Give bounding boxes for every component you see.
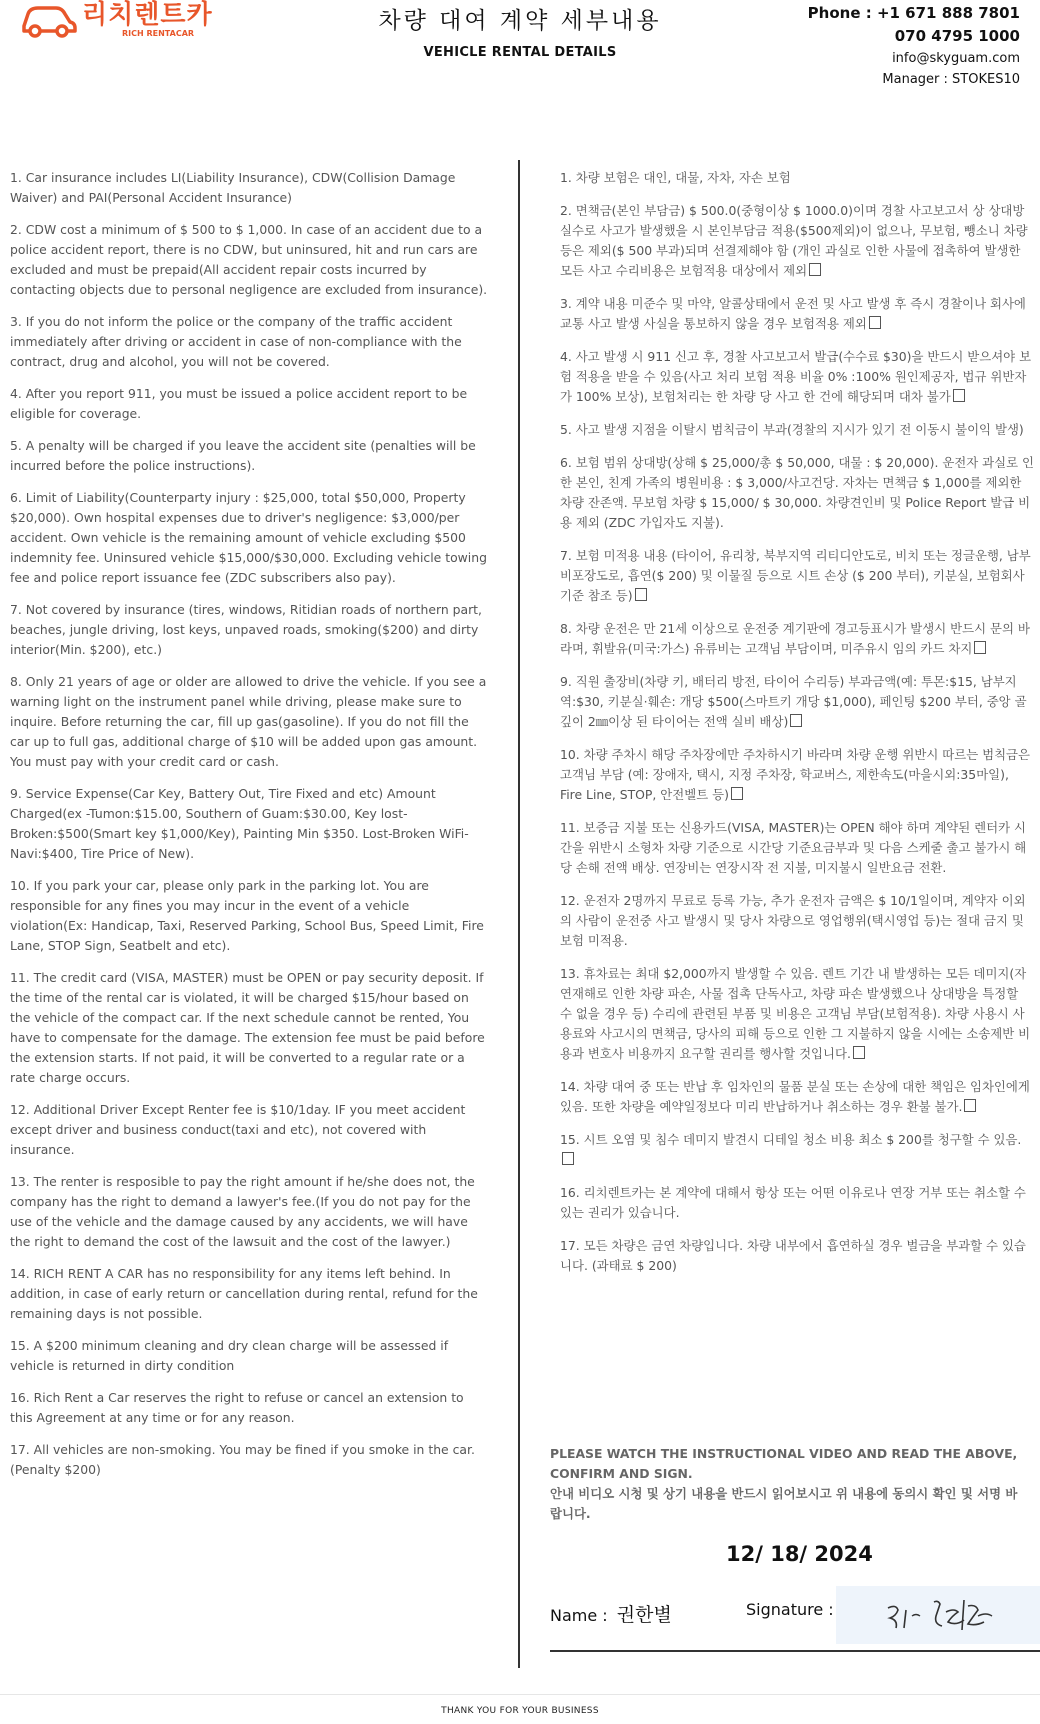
term-en-2: 2. CDW cost a minimum of $ 500 to $ 1,000. In case of an accident due to a police accident report, there is no CDW, but uninsured, hit and run cars are excluded and must be prepaid(All accident repair costs incurred by contacting objects due to personal negligence are excluded from insurance). [10,222,488,297]
agree-checkbox-10[interactable] [731,787,743,800]
manager-name: Manager : STOKES10 [882,72,1020,87]
term-en-14: 14. RICH RENT A CAR has no responsibility for any items left behind. In addition, in case of early return or cancellation during rental, refund for the remaining days is not possible. [10,1266,478,1321]
term-ko-6 [560,453,1034,533]
title-block [360,0,680,60]
agree-checkbox-9[interactable] [790,714,802,727]
term-ko-5 [560,420,1034,440]
term-en-13: 13. The renter is resposible to pay the right amount if he/she does not, the company has the right to demand a lawyer's fee.(If you do not pay for the use of the vehicle and the damage caused by any accidents, we will have the right to demand the cost of the lawsuit and the cost of the lawyer.) [10,1174,475,1249]
term-ko-5-text: 5. 사고 발생 지점을 이탈시 범칙금이 부과(경찰의 지시가 있기 전 이동시 불이익 발생) [560,422,1024,437]
agree-checkbox-4[interactable] [953,389,965,402]
term-ko-4-text: 4. 사고 발생 시 911 신고 후, 경찰 사고보고서 발급(수수료 $30)을 반드시 받으셔야 보험 적용을 받을 수 있음(사고 처리 보험 적용 비율 0% :100% 원인제공자, 법규 위반자가 100% 보상), 보험처리는 한 차량 당 사고 한 건에 해당되며 대차 불가 [560,349,1032,404]
term-ko-17 [560,1236,1034,1276]
page-title-english: VEHICLE RENTAL DETAILS [423,45,617,60]
term-ko-6-text: 6. 보험 범위 상대방(상해 $ 25,000/총 $ 50,000, 대물 : $ 20,000). 운전자 과실로 인한 본인, 친계 가족의 병원비용 : $ 3,000/사고건당. 자차는 면책금 $ 1,000를 제외한 차량 잔존액. 무보험 차량 $ 15,000/ $ 30,000. 차량견인비 및 Police Report 발급 비용 제외 (ZDC 가입자도 지불). [560,455,1034,530]
term-en-15: 15. A $200 minimum cleaning and dry clean charge will be assessed if vehicle is returned in dirty condition [10,1338,449,1373]
name-label: Name : [550,1606,608,1625]
term-ko-2-text: 2. 면책금(본인 부담금) $ 500.0(중형이상 $ 1000.0)이며 경찰 사고보고서 상 상대방 실수로 사고가 발생했을 시 본인부담금 적용($500제외)이 없으나, 무보험, 뺑소니 차량 등은 제외($ 500 부과)되며 선결제해야 함 (개인 과실로 인한 사물에 접촉하여 발생한 모든 사고 수리비용은 보험적용 대상에서 제외 [560,203,1028,278]
agree-checkbox-3[interactable] [869,316,881,329]
contact-info [808,2,1020,90]
logo [18,0,213,46]
term-en-4: 4. After you report 911, you must be issued a police accident report to be eligible for coverage. [10,386,468,421]
term-en-11: 11. The credit card (VISA, MASTER) must be OPEN or pay security deposit. If the time of the rental car is violated, it will be charged $15/hour based on the vehicle of the compact car. If the next schedule cannot be rented, You have to compensate for the damage. The extension fee must be paid before the extension starts. If not paid, it will be converted to a regular rate or a rate charge occurs. [10,970,485,1085]
terms-english-column [10,168,490,1492]
term-en-7: 7. Not covered by insurance (tires, windows, Ritidian roads of northern part, beaches, jungle driving, lost keys, unpaved roads, smoking($200) and dirty interior(Min. $200), etc.) [10,602,482,657]
term-en-6: 6. Limit of Liability(Counterparty injury : $25,000, total $50,000, Property $20,000). Own hospital expenses due to driver's negligence: $3,000/per accident. Own vehicle is the remaining amount of vehicle excluding $500 indemnity fee. Uninsured vehicle $15,000/$30,000. Excluding vehicle towing fee and police report issuance fee (ZDC subscribers also pay). [10,490,487,585]
term-ko-16 [560,1183,1034,1223]
agree-checkbox-7[interactable] [635,588,647,601]
term-en-8: 8. Only 21 years of age or older are allowed to drive the vehicle. If you see a warning light on the instrument panel while driving, please make sure to inquire. Before returning the car, fill up gas(gasoline). If you do not fill the car up to full gas, additional charge of $10 will be added upon gas amount. You must pay with your credit card or cash. [10,674,487,769]
term-en-1: 1. Car insurance includes LI(Liability Insurance), CDW(Collision Damage Waiver) and PAI(Personal Accident Insurance) [10,170,456,205]
term-ko-9 [560,672,1034,732]
term-ko-2 [560,201,1034,281]
term-en-16: 16. Rich Rent a Car reserves the right to refuse or cancel an extension to this Agreement at any time or for any reason. [10,1390,464,1425]
term-ko-15 [560,1130,1034,1170]
signature-underline [550,1650,1040,1652]
name-value: 권한별 [616,1604,672,1626]
term-ko-4 [560,347,1034,407]
agree-checkbox-8[interactable] [974,641,986,654]
term-ko-8 [560,619,1034,659]
signature-pad[interactable] [836,1586,1040,1644]
car-logo-icon [18,0,78,40]
signature-date: 12/ 18/ 2024 [726,1542,873,1566]
term-en-5: 5. A penalty will be charged if you leave the accident site (penalties will be incurred before the police instructions). [10,438,476,473]
term-ko-17-text: 17. 모든 차량은 금연 차량입니다. 차량 내부에서 흡연하실 경우 벌금을 부과할 수 있습니다. (과태료 $ 200) [560,1238,1026,1273]
confirmation-notice [550,1444,1020,1524]
page-title-korean: 차량 대여 계약 세부내용 [378,8,662,34]
term-ko-11-text: 11. 보증금 지불 또는 신용카드(VISA, MASTER)는 OPEN 해야 하며 계약된 렌터카 시간을 위반시 소형차 차량 기준으로 시간당 기준요금부과 및 다음 스케줄 출고 불가시 해당 손해 전액 배상. 연장비는 연장시작 전 지불, 미지불시 일반요금 전환. [560,820,1027,875]
term-ko-13 [560,964,1034,1064]
term-ko-11 [560,818,1034,878]
notice-korean: 안내 비디오 시청 및 상기 내용을 반드시 읽어보시고 위 내용에 동의시 확인 및 서명 바랍니다. [550,1486,1018,1521]
footer-text: THANK YOU FOR YOUR BUSINESS [441,1706,599,1716]
notice-english: PLEASE WATCH THE INSTRUCTIONAL VIDEO AND READ THE ABOVE, CONFIRM AND SIGN. [550,1446,1018,1481]
phone-number: Phone : +1 671 888 7801 [807,4,1020,22]
term-ko-8-text: 8. 차량 운전은 만 21세 이상으로 운전중 계기판에 경고등표시가 발생시 반드시 문의 바라며, 휘발유(미국:가스) 유류비는 고객님 부담이며, 미주유시 임의 카드 차지 [560,621,1030,656]
term-ko-13-text: 13. 휴차료는 최대 $2,000까지 발생할 수 있음. 렌트 기간 내 발생하는 모든 데미지(자연재해로 인한 차량 파손, 사물 접촉 단독사고, 차량 파손 발생했으나 상대방을 특정할 수 없을 경우 등) 수리에 관련된 부품 및 비용은 고객님 부담(보험적용). 차량 사용시 사용료와 사고시의 면책금, 당사의 피해 등으로 인한 그 지불하지 않을 시에는 소송제반 비용과 변호사 비용까지 요구할 권리를 행사할 것입니다. [560,966,1031,1061]
terms-korean-column [560,168,1034,1289]
agree-checkbox-2[interactable] [809,263,821,276]
agree-checkbox-13[interactable] [853,1046,865,1059]
term-ko-3 [560,294,1034,334]
term-ko-10-text: 10. 차량 주차시 해당 주차장에만 주차하시기 바라며 차량 운행 위반시 따르는 범칙금은 고객님 부담 (예: 장애자, 택시, 지정 주차장, 학교버스, 제한속도(마을시외:35마일), Fire Line, STOP, 안전벨트 등) [560,747,1030,802]
footer-divider [0,1694,1040,1695]
email-address: info@skyguam.com [892,51,1020,66]
header [0,0,1040,120]
term-ko-10 [560,745,1034,805]
term-ko-14 [560,1077,1034,1117]
logo-korean-text: 리치렌트카 [82,0,213,30]
term-en-3: 3. If you do not inform the police or the company of the traffic accident immediately after driving or accident in case of non-compliance with the contract, drug and alcohol, you will not be covered. [10,314,462,369]
agree-checkbox-14[interactable] [964,1099,976,1112]
term-en-17: 17. All vehicles are non-smoking. You may be fined if you smoke in the car. (Penalty $200) [10,1442,475,1477]
term-ko-16-text: 16. 리치렌트카는 본 계약에 대해서 항상 또는 어떤 이유로나 연장 거부 또는 취소할 수 있는 권리가 있습니다. [560,1185,1026,1220]
logo-english-text: RICH RENTACAR [122,29,195,38]
handwritten-signature-icon [836,1586,1040,1644]
agree-checkbox-15[interactable] [562,1152,574,1165]
term-ko-7 [560,546,1034,606]
term-en-10: 10. If you park your car, please only park in the parking lot. You are responsible for any fines you may incur in the event of a vehicle violation(Ex: Handicap, Taxi, Reserved Parking, School Bus, Speed Limit, Fire Lane, STOP Sign, Seatbelt and etc). [10,878,484,953]
term-ko-12 [560,891,1034,951]
term-ko-7-text: 7. 보험 미적용 내용 (타이어, 유리창, 북부지역 리티디안도로, 비치 또는 정글운행, 남부 비포장도로, 흡연($ 200) 및 이물질 등으로 시트 손상 ($ 200 부터), 키분실, 보험회사 기준 참조 등) [560,548,1031,603]
term-ko-1-text: 1. 차량 보험은 대인, 대물, 자차, 자손 보험 [560,170,791,185]
term-ko-12-text: 12. 운전자 2명까지 무료로 등록 가능, 추가 운전자 금액은 $ 10/1일이며, 계약자 이외의 사람이 운전중 사고 발생시 및 당사 차량으로 영업행위(택시영업 등)는 절대 금지 및 보험 미적용. [560,893,1026,948]
name-field [550,1600,672,1627]
column-divider [518,160,520,1668]
term-ko-15-text: 15. 시트 오염 및 침수 데미지 발견시 디테일 청소 비용 최소 $ 200를 청구할 수 있음. [560,1132,1022,1147]
term-ko-9-text: 9. 직원 출장비(차량 키, 배터리 방전, 타이어 수리등) 부과금액(예: 투몬:$15, 남부지역:$30, 키분실·훼손: 개당 $500(스마트키 개당 $1,000), 페인팅 $200 부터, 중앙 골 깊이 2㎜이상 된 타이어는 전액 실비 배상) [560,674,1027,729]
term-ko-14-text: 14. 차량 대여 중 또는 반납 후 임차인의 물품 분실 또는 손상에 대한 책임은 임차인에게 있음. 또한 차량을 예약일정보다 미리 반납하거나 취소하는 경우 환불 불가. [560,1079,1030,1114]
term-en-9: 9. Service Expense(Car Key, Battery Out, Tire Fixed and etc) Amount Charged(ex -Tumon:$15.00, Southern of Guam:$30.00, Key lost-Broken:$500(Smart key $1,000/Key), Painting Min $350. Lost-Broken WiFi-Navi:$400, Tire Price of New). [10,786,469,861]
term-ko-3-text: 3. 계약 내용 미준수 및 마약, 알콜상태에서 운전 및 사고 발생 후 즉시 경찰이나 회사에 교통 사고 발생 사실을 통보하지 않을 경우 보험적용 제외 [560,296,1026,331]
signature-label: Signature : [746,1600,834,1619]
term-en-12: 12. Additional Driver Except Renter fee is $10/1day. IF you meet accident except driver and business conduct(taxi and etc), not covered with insurance. [10,1102,466,1157]
term-ko-1 [560,168,1034,188]
phone-number-secondary: 070 4795 1000 [894,27,1020,45]
